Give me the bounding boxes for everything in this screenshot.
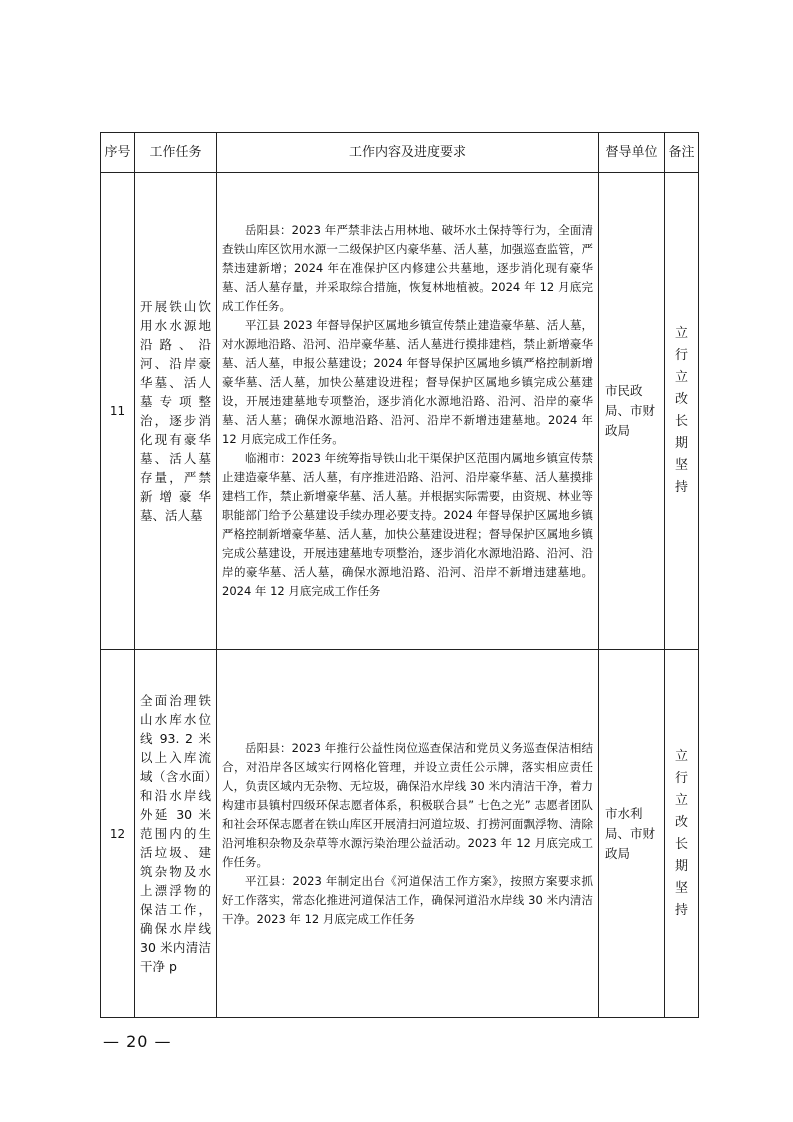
row-seq: 12 <box>101 650 135 1018</box>
note-char: 持 <box>674 902 688 918</box>
row-content <box>217 173 599 650</box>
content-paragraph: 岳阳县：2023 年推行公益性岗位巡查保洁和党员义务巡查保洁相结合，对沿岸各区域实行网格化管理，并设立责任公示牌，落实相应责任人，负责区域内无杂物、无垃圾，确保沿水岸线 30 米内清洁干净，着力构建市县镇村四级环保志愿者体系，积极联合县” 七色之光” 志愿者团队和社会环保志愿者在铁山库区开展清扫河道垃圾、打捞河面飘浮物、清除沿河堆积杂物及杂草等水源污染治理公益活动。2023 年 12 月底完成工作任务。 <box>222 740 593 869</box>
content-paragraph: 平江县 2023 年督导保护区属地乡镇宣传禁止建造豪华墓、活人墓，对水源地沿路、沿河、沿岸豪华墓、活人墓进行摸排建档，禁止新增豪华墓、活人墓，申报公墓建设；2024 年督导保护区属地乡镇严格控制新增豪华墓、活人墓，加快公墓建设进程；督导保护区属地乡镇完成公墓建设，开展违建墓地专项整治，逐步消化水源地沿路、沿河、沿岸的豪华墓、活人墓；确保水源地沿路、沿河、沿岸不新增违建墓地。2024 年 12 月底完成工作任务。 <box>222 318 593 446</box>
note-char: 改 <box>674 392 688 407</box>
table-row <box>101 173 699 650</box>
header-unit: 督导单位 <box>599 133 665 173</box>
note-char: 改 <box>674 814 688 830</box>
note-char: 立 <box>674 748 688 764</box>
row-task: 开展铁山饮用水水源地沿路、沿河、沿岸豪华墓、活人墓专项整治，逐步消化现有豪华墓、活人墓存量，严禁新增豪华墓、活人墓 <box>135 173 217 650</box>
note-char: 坚 <box>674 458 688 473</box>
note-char: 长 <box>674 836 688 852</box>
row-note <box>665 650 699 1018</box>
header-note: 备注 <box>665 133 699 173</box>
row-seq: 11 <box>101 173 135 650</box>
header-task: 工作任务 <box>135 133 217 173</box>
note-char: 期 <box>674 858 688 874</box>
row-unit: 市水利局、市财政局 <box>599 650 665 1018</box>
content-paragraph: 平江县：2023 年制定出台《河道保洁工作方案》，按照方案要求抓好工作落实，常态化推进河道保洁工作，确保河道沿水岸线 30 米内清洁干净。2023 年 12 月底完成工作任务 <box>222 873 593 926</box>
note-char: 期 <box>674 436 688 451</box>
row-note <box>665 173 699 650</box>
note-char: 行 <box>674 348 688 363</box>
note-char: 持 <box>674 480 688 495</box>
header-seq: 序号 <box>101 133 135 173</box>
content-paragraph: 临湘市：2023 年统筹指导铁山北干渠保护区范围内属地乡镇宣传禁止建造豪华墓、活人墓，有序推进沿路、沿河、沿岸豪华墓、活人墓摸排建档工作，禁止新增豪华墓、活人墓。并根据实际需要，由资规、林业等职能部门给予公墓建设手续办理必要支持。2024 年督导保护区属地乡镇严格控制新增豪华墓、活人墓，加快公墓建设进程；督导保护区属地乡镇完成公墓建设，开展违建墓地专项整治，逐步消化水源地沿路、沿河、沿岸的豪华墓、活人墓，确保水源地沿路、沿河、沿岸不新增违建墓地。2024 年 12 月底完成工作任务 <box>222 451 593 598</box>
note-char: 行 <box>674 770 688 786</box>
note-char: 立 <box>674 792 688 808</box>
header-content: 工作内容及进度要求 <box>217 133 599 173</box>
page-number: — 20 — <box>103 1032 172 1051</box>
row-task: 全面治理铁山水库水位线 93. 2 米以上入库流域（含水面）和沿水岸线外延 30 米范围内的生活垃圾、建筑杂物及水上漂浮物的保洁工作，确保水岸线 30 米内清洁干净 p <box>135 650 217 1018</box>
note-char: 立 <box>674 326 688 341</box>
header-row <box>101 133 699 173</box>
row-content <box>217 650 599 1018</box>
note-char: 长 <box>674 414 688 429</box>
note-char: 立 <box>674 370 688 385</box>
note-char: 坚 <box>674 880 688 896</box>
content-paragraph: 岳阳县：2023 年严禁非法占用林地、破坏水土保持等行为，全面清查铁山库区饮用水源一二级保护区内豪华墓、活人墓，加强巡查监管，严禁违建新增；2024 年在准保护区内修建公共墓地，逐步消化现有豪华墓、活人墓存量，并采取综合措施，恢复林地植被。2024 年 12 月底完成工作任务。 <box>222 223 593 313</box>
task-table <box>100 132 699 1018</box>
row-unit: 市民政局、市财政局 <box>599 173 665 650</box>
table-row <box>101 650 699 1018</box>
